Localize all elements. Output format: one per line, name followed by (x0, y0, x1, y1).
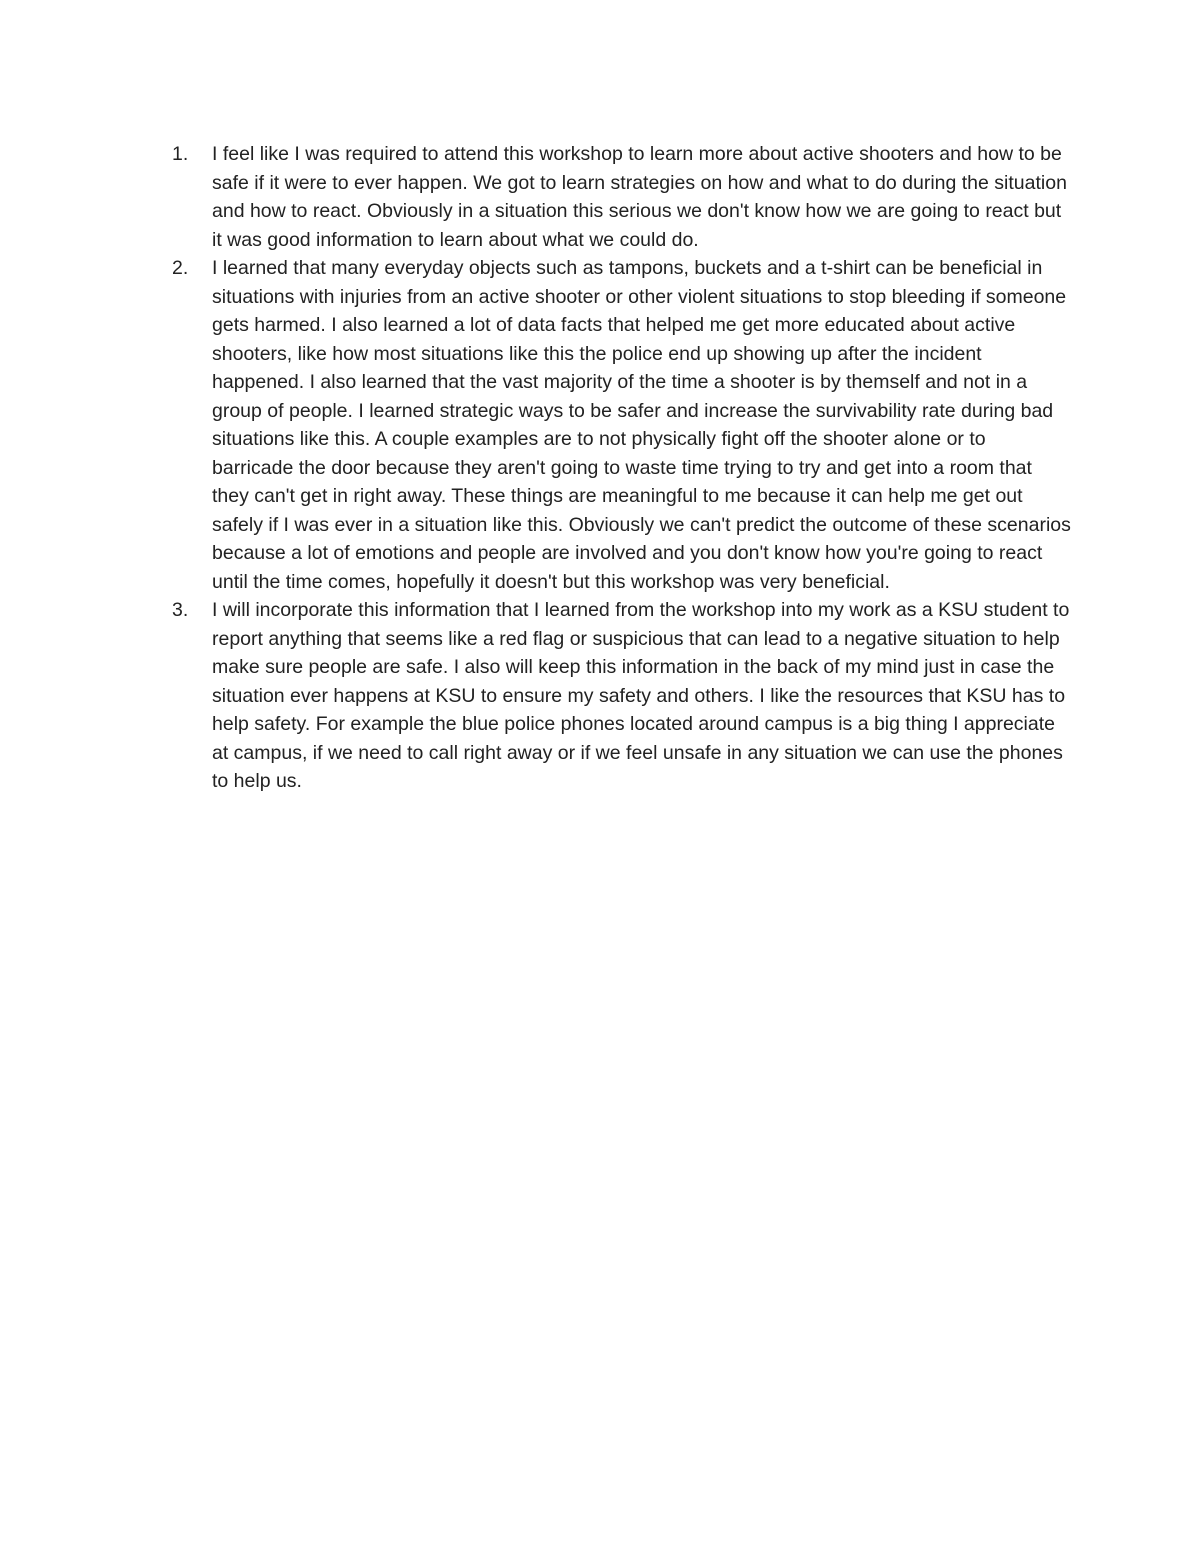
item-number: 1. (172, 143, 189, 165)
item-text: I feel like I was required to attend this workshop to learn more about active shooters and how to be safe if it were to ever happen. We got to learn strategies on how and what to do during the situation and how to react. Obviously in a situation this serious we don't know how we are going to react but it was good information to learn about what we could do. (212, 143, 1067, 251)
numbered-answer-list (172, 140, 1072, 796)
list-item (172, 596, 1072, 796)
item-number: 3. (172, 599, 189, 621)
item-text: I will incorporate this information that I learned from the workshop into my work as a KSU student to report anything that seems like a red flag or suspicious that can lead to a negative situation to help make sure people are safe. I also will keep this information in the back of my mind just in case the situation ever happens at KSU to ensure my safety and others. I like the resources that KSU has to help safety. For example the blue police phones located around campus is a big thing I appreciate at campus, if we need to call right away or if we feel unsafe in any situation we can use the phones to help us. (212, 599, 1070, 792)
item-text: I learned that many everyday objects such as tampons, buckets and a t-shirt can be beneficial in situations with injuries from an active shooter or other violent situations to stop bleeding if someone gets harmed. I also learned a lot of data facts that helped me get more educated about active shooters, like how most situations like this the police end up showing up after the incident happened. I also learned that the vast majority of the time a shooter is by themself and not in a group of people. I learned strategic ways to be safer and increase the survivability rate during bad situations like this. A couple examples are to not physically fight off the shooter alone or to barricade the door because they aren't going to waste time trying to try and get into a room that they can't get in right away. These things are meaningful to me because it can help me get out safely if I was ever in a situation like this. Obviously we can't predict the outcome of these scenarios because a lot of emotions and people are involved and you don't know how you're going to react until the time comes, hopefully it doesn't but this workshop was very beneficial. (212, 257, 1071, 593)
list-item (172, 254, 1072, 596)
item-number: 2. (172, 257, 189, 279)
list-item (172, 140, 1072, 254)
